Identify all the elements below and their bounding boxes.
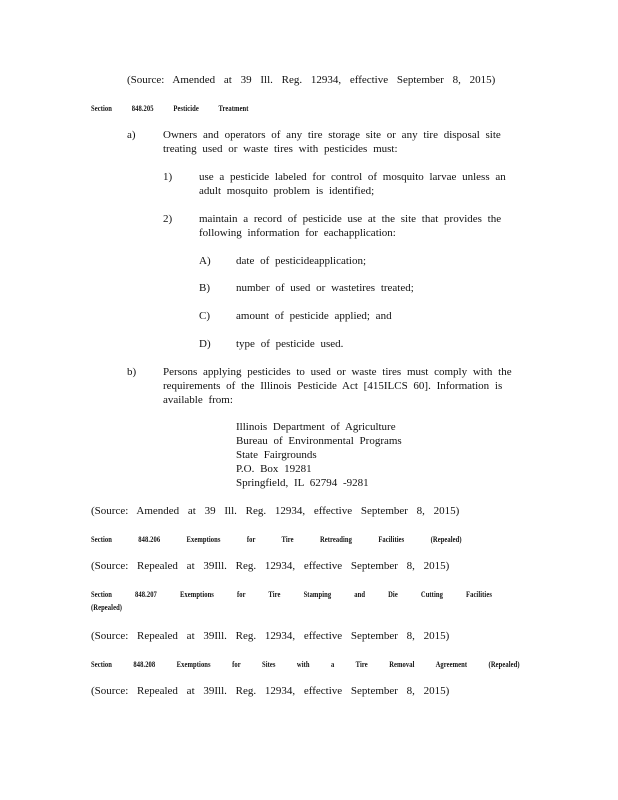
sub-item-label-b: B) bbox=[199, 282, 210, 294]
address-line-4: P.O. Box 19281 bbox=[236, 463, 312, 475]
sub-item-d-text: type of pesticide used. bbox=[236, 338, 344, 350]
subsection-a-line-2: treating used or waste tires with pesticides must: bbox=[163, 143, 398, 155]
subsection-b-line-2: requirements of the Illinois Pesticide Act [415ILCS 60]. Information is bbox=[163, 380, 503, 392]
source-note-848-207: (Source: Repealed at 39Ill. Reg. 12934, effective September 8, 2015) bbox=[91, 630, 450, 642]
address-line-5: Springfield, IL 62794 -9281 bbox=[236, 477, 369, 489]
sub-item-c-text: amount of pesticide applied; and bbox=[236, 310, 392, 322]
address-line-1: Illinois Department of Agriculture bbox=[236, 421, 396, 433]
item-label-2: 2) bbox=[163, 213, 173, 225]
subsection-b-line-1: Persons applying pesticides to used or waste tires must comply with the bbox=[163, 366, 512, 378]
item-2-line-2: following information for eachapplication: bbox=[199, 227, 396, 239]
sub-item-a-text: date of pesticideapplication; bbox=[236, 255, 367, 267]
item-1-line-2: adult mosquito problem is identified; bbox=[199, 185, 375, 197]
sub-item-label-d: D) bbox=[199, 338, 211, 350]
address-line-2: Bureau of Environmental Programs bbox=[236, 435, 402, 447]
source-note-848-205: (Source: Amended at 39 Ill. Reg. 12934, effective September 8, 2015) bbox=[91, 505, 460, 517]
subsection-label-b: b) bbox=[127, 366, 137, 378]
source-note-848-206: (Source: Repealed at 39Ill. Reg. 12934, effective September 8, 2015) bbox=[91, 560, 450, 572]
source-note-top: (Source: Amended at 39 Ill. Reg. 12934, effective September 8, 2015) bbox=[127, 74, 496, 86]
section-heading-848-207-repealed: (Repealed) bbox=[91, 603, 123, 612]
section-heading-848-206: Section 848.206 Exemptions for Tire Retreading Facilities (Repealed) bbox=[91, 535, 462, 544]
sub-item-label-a: A) bbox=[199, 255, 211, 267]
subsection-b-line-3: available from: bbox=[163, 394, 233, 406]
section-heading-848-208: Section 848.208 Exemptions for Sites with a Tire Removal Agreement (Repealed) bbox=[91, 660, 520, 669]
section-heading-848-205: Section 848.205 Pesticide Treatment bbox=[91, 104, 249, 113]
source-note-848-208: (Source: Repealed at 39Ill. Reg. 12934, effective September 8, 2015) bbox=[91, 685, 450, 697]
sub-item-label-c: C) bbox=[199, 310, 210, 322]
item-1-line-1: use a pesticide labeled for control of mosquito larvae unless an bbox=[199, 171, 506, 183]
sub-item-b-text: number of used or wastetires treated; bbox=[236, 282, 414, 294]
address-line-3: State Fairgrounds bbox=[236, 449, 317, 461]
item-2-line-1: maintain a record of pesticide use at the site that provides the bbox=[199, 213, 502, 225]
section-heading-848-207: Section 848.207 Exemptions for Tire Stamping and Die Cutting Facilities bbox=[91, 590, 492, 599]
subsection-a-line-1: Owners and operators of any tire storage site or any tire disposal site bbox=[163, 129, 501, 141]
item-label-1: 1) bbox=[163, 171, 173, 183]
subsection-label-a: a) bbox=[127, 129, 136, 141]
